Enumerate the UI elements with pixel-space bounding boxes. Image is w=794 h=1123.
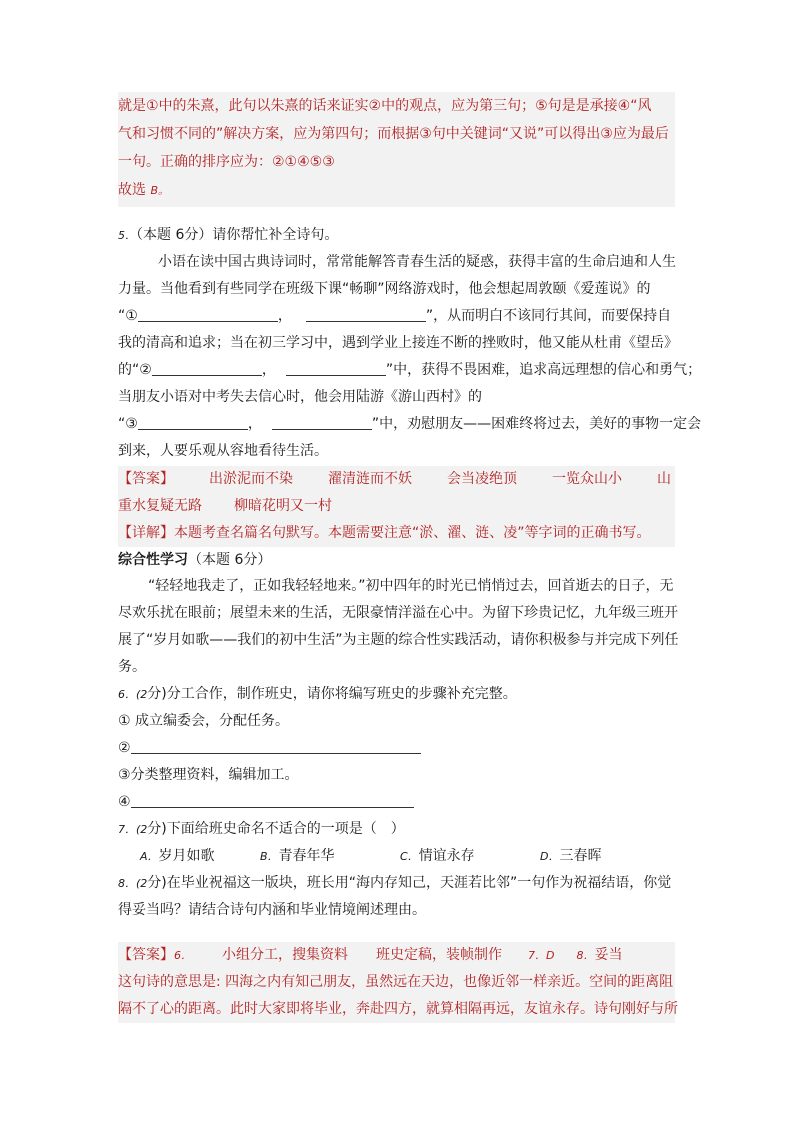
answer-line-2: 气和习惯不同的”解决方案，应为第四句；而根据③句中关键词“又说”可以得出③应为最后 — [118, 126, 669, 142]
paragraph-line: 力量。当他看到有些同学在班级下课“畅聊”网络游戏时，他会想起周敦颐《爱莲说》的 — [118, 281, 651, 297]
question-text: 分)下面给班史命名不适合的一项是（ ） — [147, 821, 405, 837]
fill-blank[interactable] — [131, 739, 421, 754]
blank-line-3 — [118, 411, 702, 438]
fill-blank[interactable] — [272, 415, 372, 430]
answer-678-line-1 — [118, 942, 675, 969]
option-letter: B． — [260, 850, 279, 863]
question-number: 7． — [118, 823, 136, 836]
section-title-text: 综合性学习 — [118, 552, 188, 568]
question-8-header — [118, 870, 678, 897]
fill-blank[interactable] — [131, 793, 414, 808]
answer-678-line-3: 隔不了心的距离。此时大家即将毕业，奔赴四方，就算相隔再远，友谊永存。诗句刚好与所 — [118, 1001, 678, 1017]
fill-blank[interactable] — [286, 361, 386, 376]
blank-label: “③ — [118, 416, 138, 432]
option-text: 三春晖 — [559, 848, 602, 864]
answer-number: 7． — [528, 949, 546, 962]
blank-tail: ”，从而明白不该同行其间，而要保持自 — [425, 308, 672, 324]
paragraph-line: 务。 — [118, 659, 146, 675]
question-5-header — [118, 222, 678, 249]
option-d[interactable] — [540, 843, 601, 870]
section-score: （本题 6分） — [188, 552, 272, 568]
question-score: (2 — [136, 823, 148, 836]
option-text: 情谊永存 — [418, 848, 475, 864]
comma: ， — [277, 308, 292, 324]
answer-5-line-1 — [118, 466, 675, 493]
comma: ， — [261, 362, 276, 378]
blank-label: 的“② — [118, 362, 152, 378]
question-7-options — [118, 843, 678, 870]
answer-5-block — [118, 466, 675, 547]
answer-item: 重水复疑无路 — [118, 498, 202, 514]
comma: ， — [247, 416, 262, 432]
question-text: 分)分工合作，制作班史，请你将编写班史的步骤补充完整。 — [147, 686, 517, 702]
question-5 — [118, 222, 702, 465]
answer-item: 会当凌绝顶 — [447, 471, 517, 487]
step-label: ④ — [118, 794, 131, 810]
paragraph-line: “轻轻地我走了，正如我轻轻地来。”初中四年的时光已悄悄过去，回首逝去的日子，无 — [148, 578, 674, 594]
step-4 — [118, 789, 678, 816]
answer-item: 出淤泥而不染 — [209, 471, 293, 487]
step-label: ② — [118, 740, 131, 756]
blank-line-1 — [118, 303, 678, 330]
paragraph-line: 尽欢乐扰在眼前；展望未来的生活，无限豪情洋溢在心中。为留下珍贵记忆，九年级三班开 — [118, 605, 678, 621]
option-b[interactable] — [260, 843, 400, 870]
option-text: 岁月如歌 — [158, 848, 215, 864]
paragraph-line: 小语在读中国古典诗词时，常常能解答青春生活的疑惑，获得丰富的生命启迪和人生 — [158, 254, 676, 270]
answer-item: 一览众山小 — [552, 471, 622, 487]
fill-blank[interactable] — [306, 307, 426, 322]
detail-text: 本题考查名篇名句默写。本题需要注意“淤、濯、涟、凌”等字词的正确书写。 — [174, 525, 651, 541]
answer-label: 【答案】 — [118, 947, 174, 963]
option-letter: C． — [400, 850, 419, 863]
option-letter: D． — [540, 850, 560, 863]
option-a[interactable] — [140, 843, 260, 870]
answer-item: 妥当 — [594, 947, 623, 963]
question-prompt: 请你帮忙补全诗句。 — [212, 227, 339, 243]
paragraph-line: 我的清高和追求；当在初三学习中，遇到学业上接连不断的挫败时，他又能从杜甫《望岳》 — [118, 335, 678, 351]
answer-label: 【答案】 — [118, 471, 174, 487]
answer-conclusion-text: 故选 — [118, 182, 151, 198]
answer-number: 8． — [576, 949, 595, 962]
answer-5-line-2 — [118, 493, 675, 520]
question-score: (2 — [136, 688, 148, 701]
answer-678-line-2: 这句诗的意思是: 四海之内有知己朋友，虽然远在天边，也像近邻一样亲近。空间的距离阻 — [118, 974, 674, 990]
question-number: 5． — [118, 229, 136, 242]
fill-blank[interactable] — [138, 307, 278, 322]
blank-tail: ”中，劝慰朋友——困难终将过去，美好的事物一定会 — [371, 416, 702, 432]
answer-letter: B。 — [150, 184, 169, 197]
question-score: (2 — [136, 877, 148, 890]
detail-label: 【详解】 — [118, 525, 174, 541]
question-number: 8． — [118, 877, 136, 890]
answer-item: 班史定稿，装帧制作 — [376, 947, 502, 963]
answer-conclusion — [118, 176, 675, 205]
answer-item: 濯清涟而不妖 — [328, 471, 412, 487]
question-text: 分)在毕业祝福这一版块，班长用“海内存知己，天涯若比邻”一句作为祝福结语，你觉 — [147, 875, 672, 891]
fill-blank[interactable] — [138, 415, 248, 430]
option-text: 青春年华 — [278, 848, 335, 864]
comprehensive-section — [118, 547, 678, 924]
question-7-header — [118, 816, 678, 843]
answer-item: 小组分工，搜集资料 — [222, 947, 348, 963]
detail-5 — [118, 520, 675, 547]
answer-number: 6． — [174, 949, 192, 962]
blank-tail: ”中，获得不畏困难，追求高远理想的信心和勇气； — [385, 362, 702, 378]
option-c[interactable] — [400, 843, 540, 870]
answer-line-1: 就是①中的朱熹，此句以朱熹的话来证实②中的观点，应为第三句；⑤句是是承接④“风 — [118, 98, 652, 114]
step-2 — [118, 735, 678, 762]
blank-line-2 — [118, 357, 702, 384]
question-number: 6． — [118, 688, 136, 701]
fill-blank[interactable] — [152, 361, 262, 376]
paragraph-line: 当朋友小语对中考失去信心时，他会用陆游《游山西村》的 — [118, 389, 482, 405]
step-1: ① 成立编委会，分配任务。 — [118, 713, 290, 729]
previous-answer-block — [118, 92, 675, 207]
answer-678-block — [118, 942, 678, 1023]
answer-line-3: 一句。正确的排序应为：②①④⑤③ — [118, 154, 335, 170]
question-6-header — [118, 681, 678, 708]
step-3: ③分类整理资料，编辑加工。 — [118, 767, 299, 783]
option-letter: A． — [140, 850, 159, 863]
question-score: （本题 6分） — [136, 227, 213, 243]
answer-item: 柳暗花明又一村 — [234, 498, 332, 514]
section-title — [118, 547, 678, 573]
answer-item: 山 — [657, 471, 671, 487]
answer-item: D — [546, 949, 555, 962]
blank-label: “① — [118, 308, 138, 324]
paragraph-line: 到来，人要乐观从容地看待生活。 — [118, 443, 328, 459]
paragraph-line: 展了“岁月如歌——我们的初中生活”为主题的综合性实践活动，请你积极参与并完成下列任 — [118, 632, 679, 648]
question-8-line-2: 得妥当吗？请结合诗句内涵和毕业情境阐述理由。 — [118, 902, 426, 918]
